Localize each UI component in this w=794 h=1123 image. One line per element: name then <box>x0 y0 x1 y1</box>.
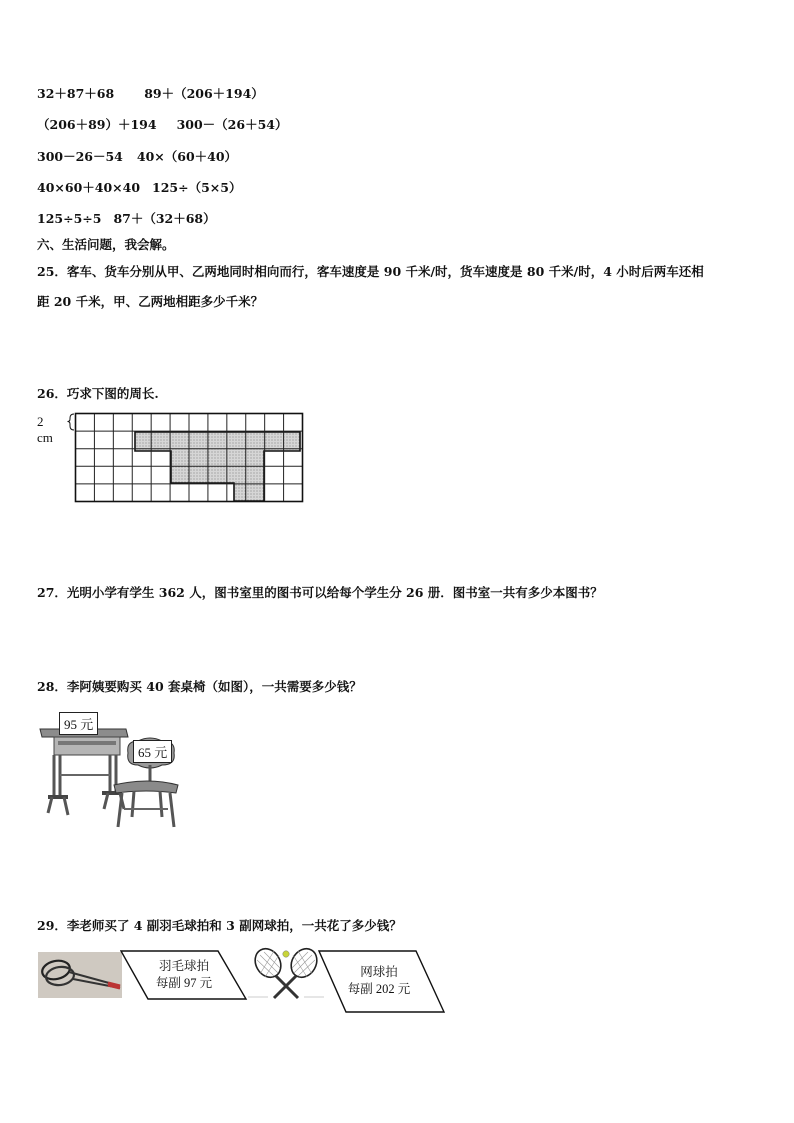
calc-expr: 300－26－54 <box>37 149 123 164</box>
calc-row-4 <box>37 178 241 196</box>
tennis-label <box>331 964 427 998</box>
grid-scale-label: 2 cm <box>37 414 53 445</box>
calc-expr: 300－（26＋54） <box>176 117 288 132</box>
section-title: 六、生活问题，我会解。 <box>37 237 175 252</box>
badminton-price: 每副 97 元 <box>155 976 213 990</box>
question-27: 27．光明小学有学生 362 人，图书室里的图书可以给每个学生分 26 册．图书室一共有多少本图书？ <box>37 585 603 600</box>
badminton-racket-image <box>38 952 122 998</box>
calc-expr: 89＋（206＋194） <box>144 86 264 101</box>
calc-expr: 87＋（32＋68） <box>113 211 216 226</box>
badminton-label <box>138 958 230 992</box>
calc-expr: 32＋87＋68 <box>37 86 115 101</box>
calc-expr: （206＋89）＋194 <box>37 117 157 132</box>
question-25-line-2: 距 20 千米，甲、乙两地相距多少千米？ <box>37 294 264 309</box>
calc-expr: 125÷（5×5） <box>152 180 242 195</box>
calc-row-2 <box>37 115 287 133</box>
tennis-racket-image <box>248 946 324 1000</box>
question-25-line-1: 25．客车、货车分别从甲、乙两地同时相向而行，客车速度是 90 千米/时，货车速度是 80 千米/时，4 小时后两车还相 <box>37 264 704 279</box>
chair-price-tag: 65 元 <box>133 740 172 763</box>
grid-svg <box>37 412 307 510</box>
question-28: 28．李阿姨要购买 40 套桌椅（如图），一共需要多少钱？ <box>37 679 362 694</box>
calc-expr: 40×（60＋40） <box>136 149 238 164</box>
badminton-name: 羽毛球拍 <box>158 959 209 973</box>
calc-row-5 <box>37 209 216 227</box>
question-26: 26．巧求下图的周长. <box>37 386 159 401</box>
desk-price-tag: 95 元 <box>59 712 98 735</box>
calc-expr: 40×60＋40×40 <box>37 180 141 195</box>
question-29: 29．李老师买了 4 副羽毛球拍和 3 副网球拍，一共花了多少钱？ <box>37 918 402 933</box>
calc-row-1 <box>37 84 264 102</box>
calc-expr: 125÷5÷5 <box>37 211 102 226</box>
tennis-name: 网球拍 <box>360 965 398 979</box>
tennis-price: 每副 202 元 <box>347 982 411 996</box>
calc-row-3 <box>37 147 237 165</box>
